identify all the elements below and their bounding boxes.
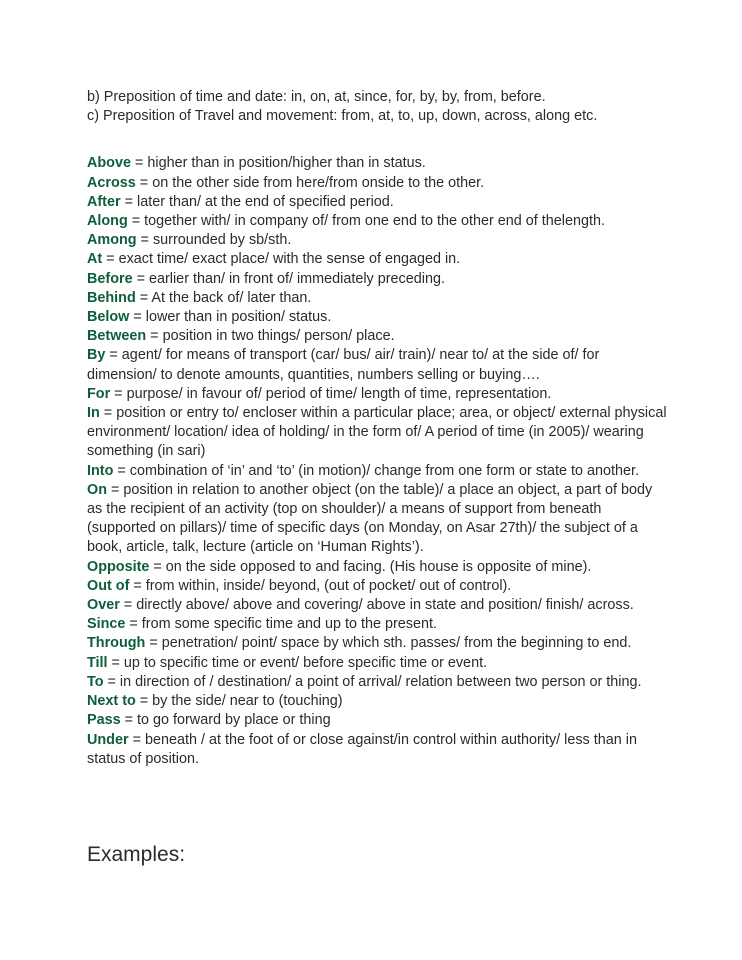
preposition-term: Across [87,174,136,191]
preposition-term: Under [87,731,129,748]
preposition-term: Since [87,616,126,633]
document-page [87,88,667,769]
definition-entry [87,174,667,193]
intro-travel-movement: c) Preposition of Travel and movement: from, at, to, up, down, across, along etc. [87,108,598,125]
preposition-definition: = later than/ at the end of specified period. [120,193,394,210]
preposition-definition: = on the other side from here/from onside to the other. [135,174,485,191]
preposition-definition: = position or entry to/ encloser within a particular place; area, or object/ external physical environment/ location/ idea of holding/ in the form of/ A period of time (in 2005)/ wearing something (in sari) [87,405,667,460]
preposition-term: At [87,251,103,268]
preposition-term: Next to [87,693,136,710]
preposition-definition: = higher than in position/higher than in status. [130,155,426,172]
preposition-term: Opposite [87,558,150,575]
preposition-definition: = surrounded by sb/sth. [136,232,292,249]
preposition-term: By [87,347,106,364]
preposition-definition: = directly above/ above and covering/ above in state and position/ finish/ across. [119,597,634,614]
definition-entry [87,346,667,384]
preposition-definition: = to go forward by place or thing [120,712,331,729]
definition-entry [87,692,667,711]
preposition-term: Among [87,232,137,249]
preposition-definition: = penetration/ point/ space by which sth. passes/ from the beginning to end. [145,635,632,652]
definition-entry [87,615,667,634]
preposition-definition: = earlier than/ in front of/ immediately preceding. [132,270,445,287]
preposition-term: Till [87,654,108,671]
preposition-definition-list [87,154,667,769]
definition-entry [87,596,667,615]
preposition-definition: = position in two things/ person/ place. [146,328,395,345]
definition-entry [87,385,667,404]
preposition-term: Pass [87,712,121,729]
definition-entry [87,711,667,730]
preposition-definition: = position in relation to another object (on the table)/ a place an object, a part of body as the recipient of an activity (top on shoulder)/ a means of support from beneath (supported on pillars)/ time of specific days (on Monday, on Asar 27th)/ the subject of a book, article, talk, lecture (article on ‘Human Rights’). [87,481,653,556]
definition-entry [87,308,667,327]
preposition-definition: = from within, inside/ beyond, (out of pocket/ out of control). [129,577,512,594]
definition-entry [87,462,667,481]
preposition-term: Out of [87,577,130,594]
preposition-definition: = by the side/ near to (touching) [135,693,343,710]
definition-entry [87,327,667,346]
examples-heading: Examples: [87,843,186,866]
intro-time-date: b) Preposition of time and date: in, on, at, since, for, by, by, from, before. [87,89,546,105]
preposition-term: Through [87,635,146,652]
definition-entry [87,673,667,692]
preposition-definition: = on the side opposed to and facing. (His house is opposite of mine). [149,558,592,575]
preposition-term: After [87,193,121,210]
preposition-term: Into [87,462,114,479]
preposition-definition: = up to specific time or event/ before specific time or event. [107,654,488,671]
preposition-definition: = from some specific time and up to the present. [125,616,437,633]
definition-entry [87,654,667,673]
preposition-term: On [87,481,107,498]
preposition-term: Before [87,270,133,287]
preposition-term: Over [87,597,120,614]
preposition-term: Behind [87,289,136,306]
definition-entry [87,404,667,462]
preposition-definition: = beneath / at the foot of or close against/in control within authority/ less than in status of position. [87,731,637,767]
definition-entry [87,212,667,231]
definition-entry [87,731,667,769]
definition-entry [87,634,667,653]
preposition-definition: = agent/ for means of transport (car/ bus/ air/ train)/ near to/ at the side of/ for dimension/ to denote amounts, quantities, numbers selling or buying…. [87,347,600,383]
preposition-term: To [87,673,104,690]
definition-entry [87,250,667,269]
preposition-definition: = in direction of / destination/ a point of arrival/ relation between two person or thing. [103,673,642,690]
preposition-definition: = combination of ‘in’ and ‘to’ (in motion)/ change from one form or state to another. [113,462,640,479]
preposition-definition: = lower than in position/ status. [129,309,332,326]
preposition-definition: = purpose/ in favour of/ period of time/ length of time, representation. [110,385,552,402]
preposition-definition: = At the back of/ later than. [135,289,312,306]
definition-entry [87,481,667,558]
preposition-term: In [87,405,100,422]
spacer [87,126,667,154]
definition-entry [87,289,667,308]
definition-entry [87,193,667,212]
definition-entry [87,558,667,577]
preposition-definition: = exact time/ exact place/ with the sense of engaged in. [102,251,461,268]
preposition-term: Between [87,328,147,345]
definition-entry [87,231,667,250]
preposition-term: Below [87,309,130,326]
definition-entry [87,154,667,173]
preposition-term: Above [87,155,131,172]
preposition-definition: = together with/ in company of/ from one end to the other end of thelength. [127,213,605,230]
definition-entry [87,577,667,596]
definition-entry [87,270,667,289]
preposition-term: Along [87,213,128,230]
preposition-term: For [87,385,111,402]
